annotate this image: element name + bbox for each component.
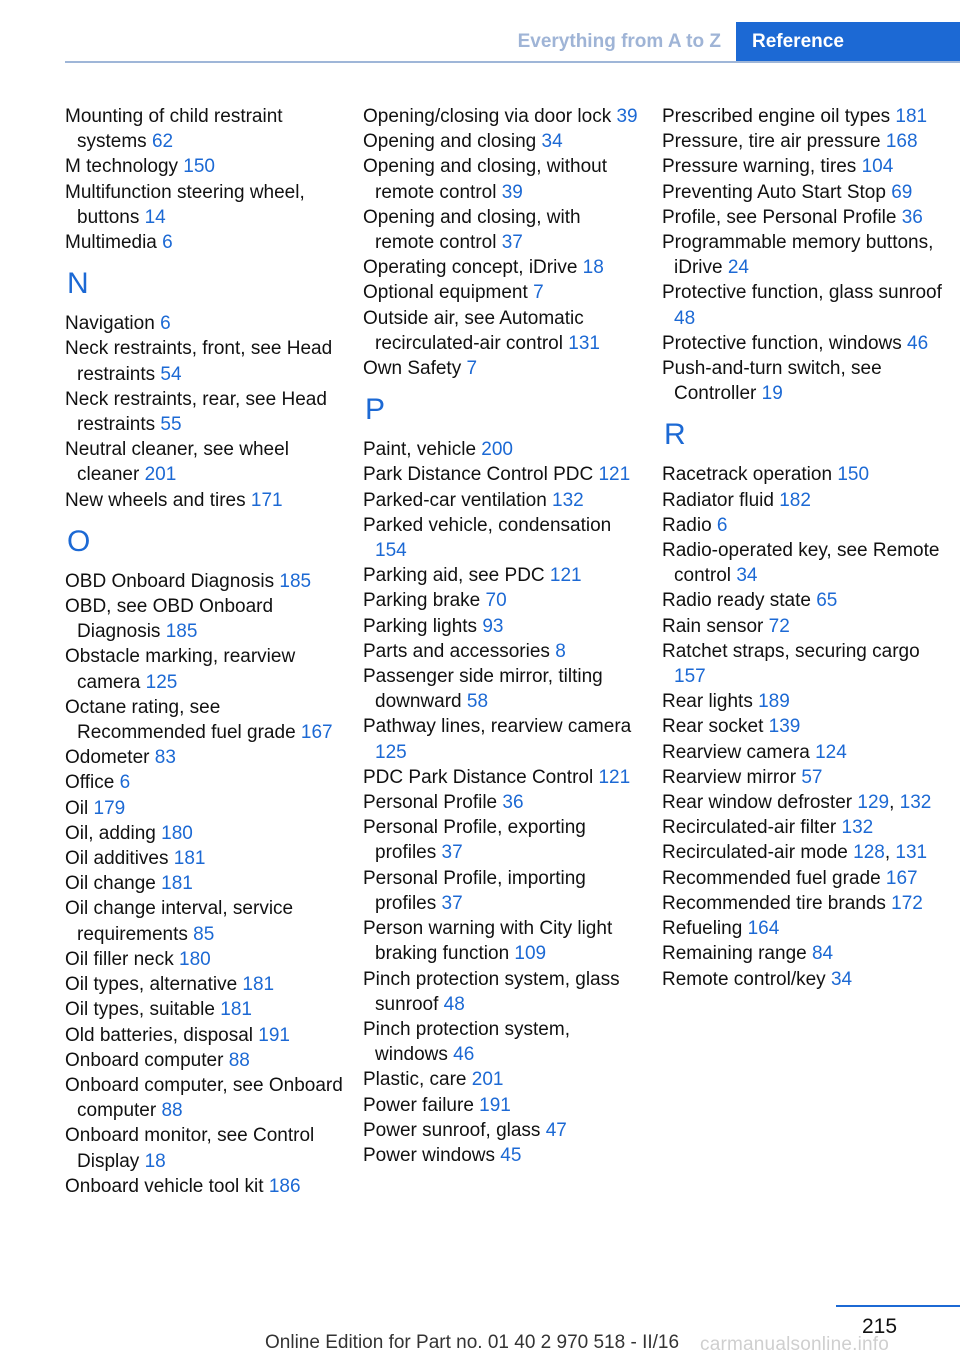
index-letter-heading: P	[365, 393, 386, 427]
index-entry	[662, 689, 942, 714]
index-page-link[interactable]: 46	[907, 332, 929, 354]
index-entry-text: Opening and closing, with remote control	[363, 206, 581, 254]
index-page-link[interactable]: 185	[279, 570, 312, 592]
index-entry	[662, 280, 942, 330]
index-entry-text: Prescribed engine oil types	[662, 106, 896, 127]
index-page-link[interactable]: 39	[501, 181, 523, 203]
index-entry-text: OBD Onboard Diagnosis	[65, 570, 280, 592]
index-entry	[363, 1067, 643, 1092]
index-entry	[363, 790, 643, 815]
index-page-link[interactable]: 109	[514, 943, 547, 965]
index-entry-text: Racetrack operation	[662, 464, 838, 486]
index-entry-text: Radio	[662, 514, 717, 536]
index-entry	[662, 614, 942, 639]
index-page-link[interactable]: 181	[161, 873, 193, 895]
index-entry-text: Preventing Auto Start Stop	[662, 181, 892, 203]
index-entry-text: Onboard computer, see Onboard computer	[65, 1074, 343, 1122]
index-page-link[interactable]: 164	[747, 918, 780, 940]
index-entry	[363, 280, 643, 305]
index-entry	[65, 745, 345, 770]
index-entry-text: Office	[65, 772, 120, 794]
index-entry	[363, 104, 643, 129]
index-page-link[interactable]: 157	[674, 666, 706, 688]
index-page-link[interactable]: 37	[441, 892, 463, 914]
index-entry	[65, 1174, 345, 1199]
index-entry-text: Onboard computer	[65, 1049, 229, 1071]
index-entry	[65, 796, 345, 821]
index-page-link[interactable]: 191	[258, 1024, 290, 1046]
index-entry	[363, 866, 643, 916]
index-entry-text: Parked-car ventilation	[363, 489, 553, 511]
index-entry	[65, 387, 345, 437]
index-entry-text: Pressure, tire air pressure	[662, 131, 886, 153]
index-entry	[662, 891, 942, 916]
index-page-link[interactable]: 191	[479, 1094, 511, 1116]
index-page-link[interactable]: 125	[145, 671, 178, 693]
index-entry-text: Own Safety	[363, 358, 467, 380]
index-page-link[interactable]: 37	[441, 842, 463, 864]
index-page-link[interactable]: 139	[768, 716, 801, 738]
index-entry-text: OBD, see OBD Onboard Diagnosis	[65, 596, 274, 643]
index-entry	[65, 695, 345, 745]
index-entry-text: Obstacle marking, rearview camera	[65, 646, 296, 693]
index-page-link[interactable]: 182	[779, 489, 811, 511]
index-entry	[65, 947, 345, 972]
index-entry	[662, 104, 942, 129]
index-entry	[662, 538, 942, 588]
index-entry-text: Rear window defroster	[662, 792, 858, 814]
index-entry-text: New wheels and tires	[65, 489, 251, 511]
index-page-link[interactable]: 181	[220, 999, 252, 1021]
index-entry-text: Passenger side mirror, tilting downward	[363, 666, 603, 713]
index-entry	[363, 967, 643, 1017]
index-entry-text: Person warning with City light braking function	[363, 918, 613, 965]
index-entry	[662, 356, 942, 406]
index-page-link[interactable]: 24	[727, 257, 749, 279]
index-entry-text: Protective function, glass sunroof	[662, 282, 942, 304]
index-page-link[interactable]: 93	[482, 615, 504, 637]
index-entry-text: Parking aid, see PDC	[363, 565, 550, 587]
index-entry-text: Power failure	[363, 1094, 480, 1116]
index-page-link[interactable]: 48	[443, 993, 465, 1015]
index-page-link[interactable]: 167	[300, 722, 333, 744]
index-page-link[interactable]: 65	[816, 590, 838, 612]
index-entry-text: Programmable memory buttons, iDrive	[662, 232, 934, 279]
index-letter-heading: N	[67, 267, 89, 301]
index-page-link[interactable]: 84	[811, 943, 834, 965]
index-page-link[interactable]: 167	[885, 867, 918, 889]
index-entry-text: Neck restraints, front, see Head restraints	[65, 338, 333, 385]
index-entry	[363, 205, 643, 255]
index-page-link[interactable]: 14	[144, 206, 166, 228]
index-page-link[interactable]: 132	[552, 489, 584, 511]
index-page-link[interactable]: 85	[193, 923, 215, 945]
index-page-link[interactable]: 7	[533, 282, 544, 304]
index-page-link[interactable]: 189	[758, 691, 790, 713]
page-number: 215	[862, 1315, 898, 1338]
index-page-link[interactable]: 55	[160, 414, 182, 436]
index-entry	[662, 331, 942, 356]
index-entry	[65, 1048, 345, 1073]
index-entry-text: M technology	[65, 156, 184, 178]
index-page-link[interactable]: 131	[568, 332, 600, 354]
index-column-3	[662, 104, 942, 992]
index-entry	[662, 815, 942, 840]
index-entry	[662, 488, 942, 513]
index-entry-text: Recommended tire brands	[662, 892, 892, 914]
index-entry-text: Onboard monitor, see Control Display	[65, 1125, 315, 1172]
index-entry	[363, 513, 643, 563]
index-entry-text: Rearview mirror	[662, 766, 802, 788]
index-entry-text: Radio ready state	[662, 590, 817, 612]
index-page-link[interactable]: 70	[485, 590, 507, 612]
index-entry	[662, 765, 942, 790]
index-entry	[65, 871, 345, 896]
footer-rule	[836, 1305, 960, 1307]
index-page-link[interactable]: 124	[815, 741, 847, 763]
index-entry	[363, 639, 643, 664]
index-entry-text: Recirculated-air filter	[662, 817, 842, 839]
index-entry	[65, 569, 345, 594]
index-page-link[interactable]: 125	[375, 741, 407, 763]
index-page-link[interactable]: 47	[545, 1119, 567, 1141]
watermark: carmanualsonline.info	[700, 1334, 890, 1355]
index-entry	[363, 154, 643, 204]
index-entry	[65, 311, 345, 336]
index-entry	[363, 306, 643, 356]
index-page-link[interactable]: 8	[555, 640, 566, 662]
index-entry-text: Parking lights	[363, 615, 483, 637]
index-page-link[interactable]: 181	[895, 106, 928, 127]
page-header	[0, 0, 960, 62]
index-entry-text: Personal Profile, exporting profiles	[363, 817, 586, 864]
index-entry-text: Oil additives	[65, 848, 174, 870]
index-entry-text: Outside air, see Automatic recirculated-air control	[363, 307, 584, 354]
index-entry	[363, 129, 643, 154]
index-entry-text: Octane rating, see Recommended fuel grade	[65, 696, 301, 744]
index-entry-text: Multifunction steering wheel, buttons	[65, 181, 305, 228]
index-entry	[662, 462, 942, 487]
index-entry	[662, 129, 942, 154]
index-entry	[363, 765, 643, 790]
index-entry	[662, 714, 942, 739]
index-entry	[65, 896, 345, 946]
index-entry	[363, 1017, 643, 1067]
index-column-2	[363, 104, 643, 1168]
index-page-link[interactable]: 37	[501, 232, 523, 254]
index-entry-text: Recirculated-air mode	[662, 842, 854, 864]
index-entry-text: Neutral cleaner, see wheel cleaner	[65, 439, 289, 486]
index-entry	[65, 770, 345, 795]
index-entry-text: Parked vehicle, condensation	[363, 514, 612, 536]
index-entry	[363, 563, 643, 588]
index-entry-text: Neck restraints, rear, see Head restraints	[65, 388, 327, 436]
index-page-link[interactable]: 201	[471, 1069, 504, 1091]
index-entry-text: Old batteries, disposal	[65, 1024, 259, 1046]
index-entry	[662, 941, 942, 966]
index-entry-text: Oil change	[65, 873, 162, 895]
index-page-link[interactable]: 132	[841, 817, 874, 839]
index-entry-text: Operating concept, iDrive	[363, 257, 583, 279]
index-page-link[interactable]: 18	[582, 257, 604, 279]
index-page-link[interactable]: 121	[598, 464, 631, 486]
index-entry-text: Remaining range	[662, 943, 812, 965]
index-entry-text: Oil, adding	[65, 822, 162, 844]
index-entry	[363, 1143, 643, 1168]
index-entry	[662, 205, 942, 230]
index-page-link[interactable]: 36	[502, 792, 524, 814]
index-entry	[662, 230, 942, 280]
index-entry	[662, 180, 942, 205]
index-page-link[interactable]: 181	[242, 974, 275, 996]
index-entry	[65, 821, 345, 846]
index-page-link[interactable]: 83	[154, 747, 176, 769]
index-entry: Rear window defroster 129, 132	[662, 792, 932, 814]
index-entry: Recirculated-air mode 128, 131	[662, 842, 928, 864]
index-entry-text: Radiator fluid	[662, 489, 780, 511]
index-page-link[interactable]: 58	[466, 691, 489, 713]
index-page-link[interactable]: 39	[616, 106, 638, 127]
index-page-link[interactable]: 150	[837, 464, 870, 486]
index-page-link[interactable]: 34	[736, 565, 758, 587]
index-entry	[662, 740, 942, 765]
index-page-link[interactable]: 6	[119, 772, 131, 794]
header-tab-label: Reference	[752, 31, 844, 52]
index-entry-text: Remote control/key	[662, 968, 831, 990]
index-page-link[interactable]: 121	[549, 565, 582, 587]
index-page-link[interactable]: 34	[830, 968, 853, 990]
header-tab-reference	[736, 22, 960, 62]
index-entry-text: Oil filler neck	[65, 948, 180, 970]
index-entry-text: Oil types, alternative	[65, 974, 243, 996]
index-entry	[65, 644, 345, 694]
index-page-link[interactable]: 6	[162, 232, 173, 254]
index-entry	[363, 356, 643, 381]
index-page-link[interactable]: 172	[891, 892, 923, 914]
index-entry	[363, 462, 643, 487]
index-entry	[65, 154, 345, 179]
index-entry	[363, 614, 643, 639]
index-entry	[65, 180, 345, 230]
index-entry-text: Pressure warning, tires	[662, 156, 862, 178]
index-entry	[662, 866, 942, 891]
index-entry-text: Profile, see Personal Profile	[662, 206, 902, 228]
index-entry-text: Multimedia	[65, 232, 163, 254]
index-entry-text: Push-and-turn switch, see Controller	[662, 358, 882, 405]
index-entry-text: Pinch protection system, glass sunroof	[363, 968, 620, 1015]
index-page-link[interactable]: 129	[857, 792, 890, 814]
index-entry	[65, 336, 345, 386]
index-entry	[65, 594, 345, 644]
index-entry-text: Optional equipment	[363, 282, 534, 304]
index-page-link[interactable]: 121	[598, 766, 631, 788]
index-entry-text: Rear socket	[662, 716, 769, 738]
index-entry	[65, 488, 345, 513]
index-page-link[interactable]: 132	[899, 792, 932, 814]
index-entry	[662, 916, 942, 941]
index-page-link[interactable]: 46	[453, 1044, 475, 1066]
index-page-link[interactable]: 186	[268, 1175, 301, 1197]
index-entry	[363, 588, 643, 613]
index-page-link[interactable]: 69	[891, 181, 913, 203]
index-page-link[interactable]: 181	[173, 848, 206, 870]
index-entry-text: Parts and accessories	[363, 640, 556, 662]
index-entry	[363, 1118, 643, 1143]
index-entry	[65, 437, 345, 487]
index-entry	[65, 104, 345, 154]
index-entry-text: Parking brake	[363, 590, 486, 612]
index-entry-text: Personal Profile, importing profiles	[363, 867, 586, 914]
index-entry-text: Opening and closing, without remote control	[363, 156, 607, 203]
index-entry-text: Rearview camera	[662, 741, 816, 763]
index-entry-text: Mounting of child restraint systems	[65, 106, 283, 153]
index-page-link[interactable]: 201	[144, 464, 177, 486]
index-entry	[662, 967, 942, 992]
index-page-link[interactable]: 36	[901, 206, 923, 228]
index-entry	[363, 916, 643, 966]
index-entry-text: Pinch protection system, windows	[363, 1018, 570, 1066]
header-section-title: Everything from A to Z	[517, 31, 721, 52]
index-entry-text: Park Distance Control PDC	[363, 464, 599, 486]
index-page-link[interactable]: 104	[861, 156, 894, 178]
index-entry	[662, 588, 942, 613]
index-page-link[interactable]: 154	[375, 540, 407, 562]
index-page-link[interactable]: 150	[183, 156, 215, 178]
index-page-link[interactable]: 7	[466, 358, 478, 380]
index-entry	[363, 255, 643, 280]
index-entry	[65, 972, 345, 997]
index-entry-text: Protective function, windows	[662, 332, 908, 354]
index-entry-text: Onboard vehicle tool kit	[65, 1175, 269, 1197]
index-entry-text: Recommended fuel grade	[662, 867, 886, 889]
index-entry	[65, 1023, 345, 1048]
index-entry	[363, 815, 643, 865]
index-page-link[interactable]: 200	[481, 439, 513, 461]
index-page-link[interactable]: 62	[151, 131, 174, 153]
index-entry-text: Pathway lines, rearview camera	[363, 716, 632, 738]
index-entry-text: Opening/closing via door lock	[363, 106, 617, 127]
index-entry	[363, 488, 643, 513]
index-entry	[65, 846, 345, 871]
index-entry	[363, 437, 643, 462]
index-entry-text: Rain sensor	[662, 615, 769, 637]
edition-note: Online Edition for Part no. 01 40 2 970 518 - II/16	[265, 1332, 680, 1353]
index-entry-text: Oil types, suitable	[65, 999, 221, 1021]
index-entry-text: Power windows	[363, 1144, 501, 1166]
index-entry-text: Oil	[65, 797, 94, 819]
index-page-link[interactable]: 88	[228, 1049, 250, 1071]
index-page-link[interactable]: 168	[885, 131, 918, 153]
index-page-link[interactable]: 185	[165, 621, 198, 643]
index-page-link[interactable]: 57	[801, 766, 823, 788]
index-entry-text: Plastic, care	[363, 1069, 472, 1091]
index-page-link[interactable]: 54	[160, 363, 182, 385]
index-page-link[interactable]: 34	[541, 131, 563, 153]
header-rule	[65, 61, 960, 63]
index-page-link[interactable]: 88	[161, 1100, 183, 1122]
index-entry	[65, 230, 345, 255]
index-entry	[65, 1123, 345, 1173]
index-entry-text: Ratchet straps, securing cargo	[662, 640, 920, 662]
index-page-link[interactable]: 180	[161, 822, 193, 844]
index-entry-text: Radio-operated key, see Remote control	[662, 540, 940, 587]
index-page-link[interactable]: 45	[500, 1144, 522, 1166]
index-entry	[662, 639, 942, 689]
index-column-1	[65, 104, 345, 1199]
index-page-link[interactable]: 18	[144, 1150, 166, 1172]
index-entry	[363, 714, 643, 764]
index-page-link[interactable]: 180	[179, 948, 211, 970]
index-page-link[interactable]: 19	[761, 383, 783, 405]
index-entry-text: Odometer	[65, 747, 155, 769]
index-entry-text: Personal Profile	[363, 792, 503, 814]
index-entry-text: Power sunroof, glass	[363, 1119, 546, 1141]
index-entry	[65, 1073, 345, 1123]
index-page-link[interactable]: 48	[674, 307, 696, 329]
index-entry-text: Paint, vehicle	[363, 439, 482, 461]
index-page-link[interactable]: 72	[768, 615, 790, 637]
index-entry	[662, 154, 942, 179]
index-entry-text: PDC Park Distance Control	[363, 766, 599, 788]
index-entry-text: Refueling	[662, 918, 748, 940]
index-letter-heading: R	[664, 418, 686, 452]
index-entry-text: Rear lights	[662, 691, 759, 713]
index-entry	[363, 664, 643, 714]
index-page-link[interactable]: 179	[93, 797, 126, 819]
index-page-link[interactable]: 6	[716, 514, 728, 536]
index-entry-text: Navigation	[65, 313, 161, 335]
index-page-link[interactable]: 128	[853, 842, 885, 864]
index-page-link[interactable]: 171	[250, 489, 283, 511]
index-page-link[interactable]: 6	[160, 313, 171, 335]
index-entry	[363, 1093, 643, 1118]
index-entry	[662, 513, 942, 538]
index-entry-text: Opening and closing	[363, 131, 542, 153]
index-entry	[65, 997, 345, 1022]
index-page-link[interactable]: 131	[895, 842, 928, 864]
index-entry-text: Oil change interval, service requirements	[65, 898, 294, 945]
index-letter-heading: O	[67, 524, 91, 558]
